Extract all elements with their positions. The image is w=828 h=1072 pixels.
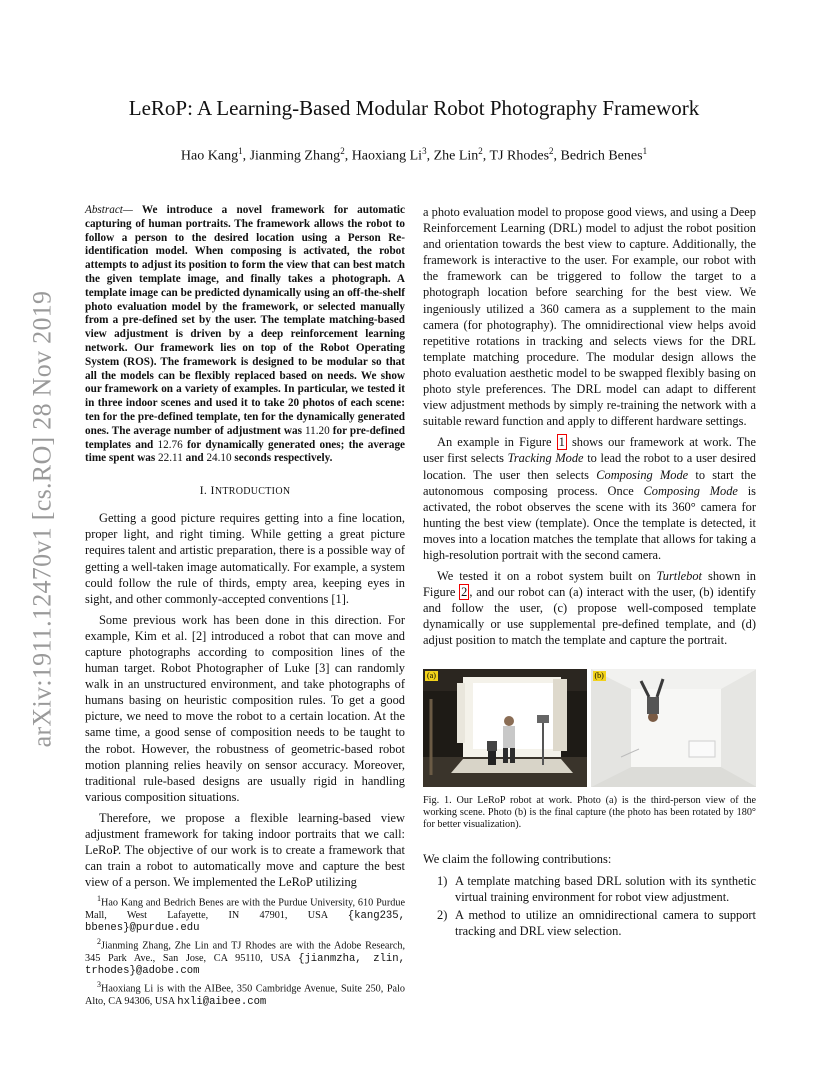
body-paragraph: Some previous work has been done in this direction. For example, Kim et al. [2] introduced a robot that can move and capture photographs according to composition lines of the human target. Robot Photographer of Luke [3] can randomly walk in an unstructured environment, and take photographs of humans basing on heuristic composition rules. To get a good picture, we need to move the robot to a certain location. At the same time, a good sense of composition needs to be taught to the robot. However, the robustness of geometric-based robot motion planning relies heavily on sensor accuracy. Moreover, traditional rule-based designs are usually rigid in handling various composition situations.	[85, 612, 405, 804]
captured-portrait-image	[591, 669, 757, 787]
list-item: 2) A method to utilize an omnidirectional camera to support tracking and DRL view selection.	[437, 907, 756, 938]
contributions-list	[423, 873, 756, 939]
right-column	[423, 204, 756, 941]
body-paragraph: a photo evaluation model to propose good views, and using a Deep Reinforcement Learning (DRL) model to adjust the robot position and orientation towards the best view to capture. Additionally, the framework is interactive to the user. For example, our robot with the framework can be triggered to follow the target to a photograph location before searching for the best view. We ingeniously utilized a 360 camera as a supplement to the main camera (for photography). The omnidirectional view helps avoid repetitive rotations in tracking and selects views for the DRL template matching procedure. The modular design allows the photo evaluation aesthetic model to be swapped flexibly basing on photo style preferences. The DRL model can adapt to different view adjustment methods by simply re-training the network with a suitable reward function and apply to different hardware settings.	[423, 205, 756, 429]
footnote: $^2$Jianming Zhang, Zhe Lin and TJ Rhodes are with the Adobe Research, 345 Park Ave., San Jose, CA 95110, USA {jianmzha, zlin, trhodes}@adobe.com	[85, 936, 406, 978]
body-paragraph: Getting a good picture requires getting into a fine location, proper light, and right timing. While getting a great picture requires talent and artistic preparation, there is a possible way of getting a well-taken image automatically. For example, a system could follow the rule of thirds, empty area, keeping eyes in sight, and other commonly-accepted conventions [1].	[85, 511, 405, 606]
abstract: Abstract— We introduce a novel framework for automatic capturing of human portraits. The framework allows the robot to follow a person to the desired location using a Person Re-identification model. When composing is activated, the robot attempts to adjust its position to form the view that can best match the given template image, and finally takes a photograph. A template image can be predicted dynamically using an off-the-shelf photo evaluation model by the framework, or selected manually from a pre-defined set by the user. The template matching-based view adjustment is driven by a deep reinforcement learning network. Our framework lies on top of the Robot Operating System (ROS). The framework is designed to be modular so that all the models can be flexibly replaced based on needs. We show our framework on a variety of examples. In particular, we tested it in three indoor scenes and used it to take 20 photos of each scene: ten for the pre-defined template, ten for the dynamically generated ones. The average number of adjustment was 11.20 for pre-defined templates and 12.76 for dynamically generated ones; the average time spent was 22.11 and 24.10 seconds respectively.	[85, 204, 406, 465]
author: TJ Rhodes	[489, 148, 550, 164]
author: Bedrich Benes	[560, 148, 643, 164]
figure-1	[423, 669, 756, 787]
body-paragraph: Therefore, we propose a flexible learning-based view adjustment framework for taking indoor portraits that we call: LeRoP. The objective of our work is to create a framework that can train a robot to automatically move and capture the best view of a person. We implemented the LeRoP utilizing	[85, 810, 405, 890]
figure-caption: Fig. 1. Our LeRoP robot at work. Photo (a) is the third-person view of the working scene. Photo (b) is the final capture (the photo has been rotated by 180° for better visualization).	[423, 794, 756, 831]
footnote: $^3$Haoxiang Li is with the AIBee, 350 Cambridge Avenue, Suite 250, Palo Alto, CA 94306, USA hxli@aibee.com	[85, 979, 405, 1008]
author-list: Hao Kang$^1$, Jianming Zhang$^2$, Haoxiang Li$^3$, Zhe Lin$^2$, TJ Rhodes$^2$, Bedrich Benes$^1$	[180, 146, 648, 164]
figure-link[interactable]: 2	[461, 585, 468, 600]
footnotes	[85, 893, 405, 1009]
footnote: $^1$Hao Kang and Bedrich Benes are with the Purdue University, 610 Purdue Mall, West Lafayette, IN 47901, USA {kang235, bbenes}@purdue.edu	[85, 894, 405, 935]
author: Hao Kang	[180, 148, 239, 164]
author: Haoxiang Li	[351, 148, 423, 164]
photo-label-a: (a)	[427, 670, 436, 680]
paper-title: LeRoP: A Learning-Based Modular Robot Photography Framework	[128, 96, 700, 120]
body-paragraph: We tested it on a robot system built on Turtlebot shown in Figure 2 , and our robot can (a) interact with the user, (b) identify and follow the user, (c) propose well-composed template dynamically or use supplemental pre-defined template, and (d) adjust position to match the template and capture the portrait.	[423, 569, 756, 648]
body-paragraph: An example in Figure 1 shows our framework at work. The user first selects Tracking Mode to lead the robot to a user desired location. The user then selects Composing Mode to start the autonomous composing process. Once Composing Mode is activated, the robot observes the scene with its 360° camera for hunting the best view (template). Once the template is detected, it moves into a location matches the template that allows for taking a high-resolution portrait with the second camera.	[423, 435, 756, 562]
photo-third-person-view	[423, 669, 587, 787]
email-address: hxli@aibee.com	[177, 995, 267, 1008]
email-address: {jianmzha, zlin, trhodes}@adobe.com	[85, 952, 406, 978]
author: Jianming Zhang	[249, 148, 341, 164]
arxiv-identifier: arXiv:1911.12470v1 [cs.RO] 28 Nov 2019	[27, 290, 57, 748]
author: Zhe Lin	[433, 148, 479, 164]
contributions-intro: We claim the following contributions:	[423, 852, 612, 867]
photo-label-b: (b)	[594, 670, 604, 680]
list-item: 1) A template matching based DRL solution with its synthetic virtual training environment for robot view adjustment.	[437, 873, 756, 904]
photo-final-capture	[591, 669, 757, 787]
figure-link[interactable]: 1	[558, 435, 565, 450]
section-heading-introduction: I. INTRODUCTION	[199, 483, 291, 498]
left-column	[85, 204, 405, 895]
studio-scene-image	[423, 669, 587, 787]
email-address: {kang235, bbenes}@purdue.edu	[85, 909, 405, 935]
